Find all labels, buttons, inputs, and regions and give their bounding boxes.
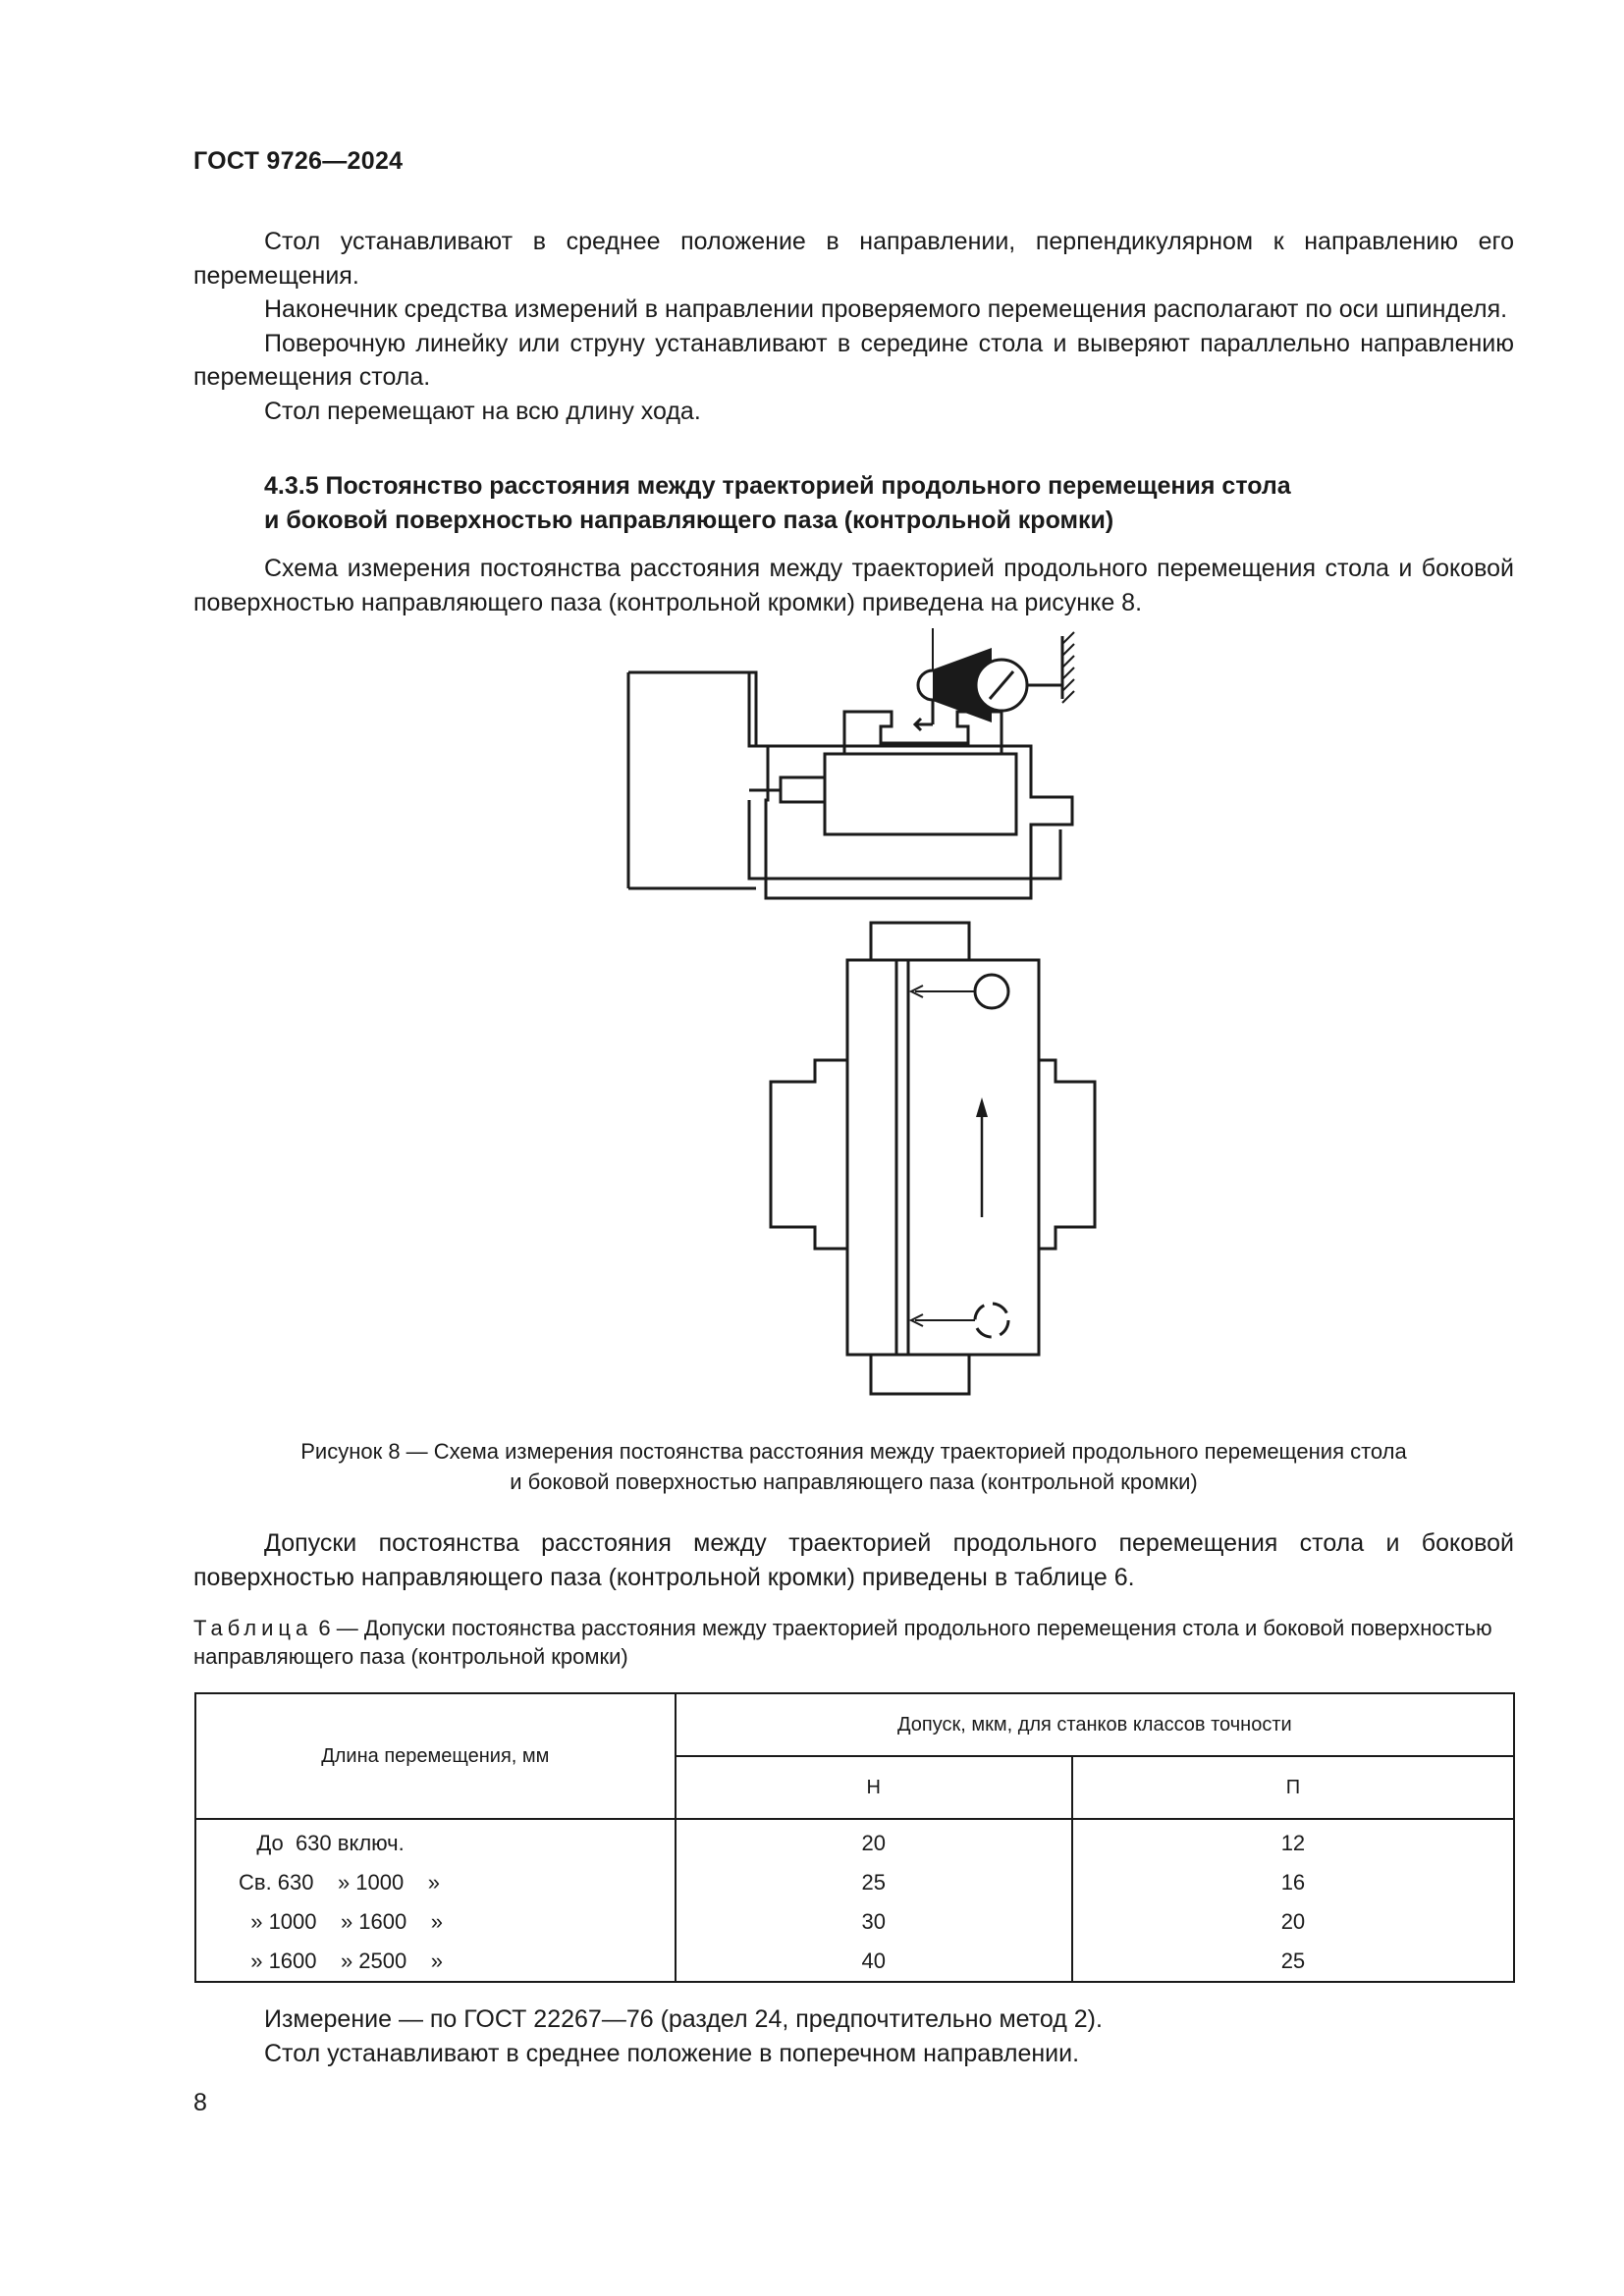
tolerance-p-cell: 12 [1072, 1819, 1514, 1863]
tolerance-n-cell: 40 [676, 1942, 1072, 1982]
tolerance-p-cell: 25 [1072, 1942, 1514, 1982]
length-cell: » 1000 » 1600 » [239, 1909, 443, 1934]
bed-outline [749, 800, 1060, 879]
section-heading-line: 4.3.5 Постоянство расстояния между траекторией продольного перемещения стола [264, 472, 1291, 500]
table-row [195, 1942, 1514, 1982]
paragraph: Стол устанавливают в среднее положение в направлении, перпендикулярном к направлению его перемещения. [193, 228, 1514, 290]
figure-caption [193, 1436, 1514, 1497]
table-row [195, 1902, 1514, 1942]
length-cell: Св. 630 » 1000 » [239, 1870, 440, 1895]
intro-text [193, 225, 1514, 428]
col-header-class-n: Н [676, 1756, 1072, 1819]
col-header-tolerance: Допуск, мкм, для станков классов точности [676, 1693, 1514, 1756]
figure-intro [193, 552, 1514, 619]
measurement-scheme-figure [609, 628, 1100, 1433]
guide-top-stub [871, 923, 969, 962]
table-label: Таблица [193, 1616, 313, 1640]
t-slot-profile [844, 712, 1001, 754]
col-header-length: Длина перемещения, мм [195, 1693, 676, 1819]
table-intro [193, 1526, 1514, 1594]
tolerance-n-cell: 30 [676, 1902, 1072, 1942]
tolerance-n-cell: 25 [676, 1863, 1072, 1902]
tolerance-p-cell: 16 [1072, 1863, 1514, 1902]
support-hatching [1062, 632, 1074, 703]
paragraph: Поверочную линейку или струну устанавливают в середине стола и выверяют параллельно направлению перемещения стола. [193, 329, 1514, 391]
section-heading [264, 469, 1291, 538]
left-way [771, 1060, 847, 1249]
section-heading-line: и боковой поверхностью направляющего паза (контрольной кромки) [264, 507, 1114, 534]
paragraph: Стол перемещают на всю длину хода. [264, 397, 701, 425]
caption-line: Рисунок 8 — Схема измерения постоянства расстояния между траекторией продольного перемещения стола [300, 1439, 1407, 1464]
length-cell: » 1600 » 2500 » [239, 1949, 443, 1973]
table-plan [847, 960, 1039, 1355]
table-body [825, 754, 1016, 834]
paragraph: Схема измерения постоянства расстояния между траекторией продольного перемещения стола и боковой поверхностью направляющего паза (контрольной кромки) приведена на рисунке 8. [193, 555, 1514, 616]
tolerance-p-cell: 20 [1072, 1902, 1514, 1942]
document-id: ГОСТ 9726—2024 [193, 147, 404, 175]
table-title [193, 1614, 1514, 1671]
tolerance-table [194, 1692, 1515, 1983]
right-way [1039, 1060, 1095, 1249]
table-top-view [771, 923, 1095, 1394]
caption-line: и боковой поверхностью направляющего паза (контрольной кромки) [510, 1469, 1198, 1494]
spindle-stub [781, 777, 825, 802]
paragraph: Наконечник средства измерений в направлении проверяемого перемещения располагают по оси шпинделя. [264, 295, 1508, 323]
length-cell: До 630 включ. [239, 1831, 405, 1855]
table-row [195, 1819, 1514, 1863]
guide-bottom-stub [871, 1355, 969, 1394]
col-header-class-p: П [1072, 1756, 1514, 1819]
paragraph: Измерение — по ГОСТ 22267—76 (раздел 24, предпочтительно метод 2). [264, 2005, 1103, 2033]
paragraph: Стол устанавливают в среднее положение в поперечном направлении. [264, 2039, 1080, 2067]
closing-text [193, 2002, 1514, 2070]
paragraph: Допуски постоянства расстояния между траекторией продольного перемещения стола и боковой поверхностью направляющего паза (контрольной кромки) приведены в таблице 6. [193, 1529, 1514, 1591]
page-number: 8 [193, 2089, 207, 2116]
table-row [195, 1863, 1514, 1902]
tolerance-n-cell: 20 [676, 1819, 1072, 1863]
table-title-text: 6 — Допуски постоянства расстояния между траекторией продольного перемещения стола и боковой поверхностью направляющего паза (контрольной кромки) [193, 1616, 1492, 1669]
